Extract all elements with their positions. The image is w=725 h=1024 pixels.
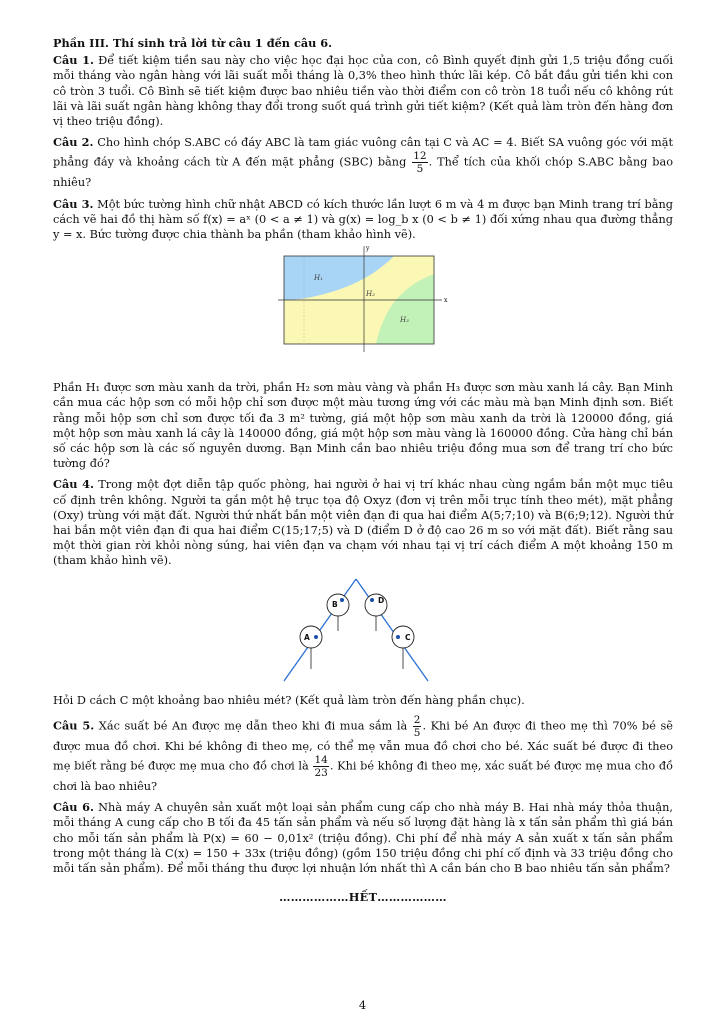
label-b: B	[332, 599, 338, 609]
question-4-text-a: Trong một đợt diễn tập quốc phòng, hai người ở hai vị trí khác nhau cùng ngắm bắn một mục tiêu cố định trên không. Người ta gắn một hệ trục tọa độ Oxyz (đơn vị trên mỗi trục tính theo mét), mặt phẳng (Oxy) trùng với mặt đất. Người thứ nhất bắn một viên đạn đi qua hai điểm A(5;7;10) và B(6;9;12). Người thứ hai bắn một viên đạn đi qua hai điểm C(15;17;5) và D (điểm D ở độ cao 26 m so với mặt đất). Biết rằng sau một thời gian rời khỏi nòng súng, hai viên đạn va chạm với nhau tại vị trí cách điểm A một khoảng 150 m (tham khảo hình vẽ).	[53, 478, 673, 568]
circle-b	[327, 594, 349, 616]
x-axis-label: x	[444, 297, 448, 305]
question-1-label: Câu 1.	[53, 53, 94, 68]
fraction-14-23	[313, 754, 328, 779]
frac-num: 14	[314, 754, 328, 767]
fraction-2-5	[413, 714, 422, 739]
question-4-label: Câu 4.	[53, 477, 94, 492]
frac-den: 5	[416, 163, 424, 176]
label-h3: H₃	[400, 316, 409, 325]
question-5-text-c: . Khi bé không đi theo mẹ, xác suất bé được mẹ mua cho đồ chơi là bao nhiêu?	[53, 759, 674, 794]
question-4	[53, 477, 673, 568]
question-6-text: Nhà máy A chuyên sản xuất một loại sản phẩm cung cấp cho nhà máy B. Hai nhà máy thỏa thuận, mỗi tháng A cung cấp cho B tối đa 45 tấn sản phẩm và nếu số lượng đặt hàng là x tấn sản phẩm thì giá bán cho mỗi tấn sản phẩm là P(x) = 60 − 0,01x² (triệu đồng). Chi phí để nhà máy A sản xuất x tấn sản phẩm trong một tháng là C(x) = 150 + 33x (triệu đồng) (gồm 150 triệu đồng chi phí cố định và 33 triệu đồng cho mỗi tấn sản phẩm). Để mỗi tháng thu được lợi nhuận lớn nhất thì A cần bán cho B bao nhiêu tấn sản phẩm?	[53, 801, 673, 876]
fraction-12-5	[412, 150, 427, 175]
question-5-text-b: . Khi bé An được đi theo mẹ thì 70% bé sẽ được mua đồ chơi. Khi bé không đi theo mẹ, có thể mẹ vẫn mua đồ chơi cho bé. Xác suất bé được đi theo mẹ biết rằng bé được mẹ mua cho đồ chơi là	[53, 719, 673, 773]
question-2	[53, 135, 673, 190]
question-3	[53, 197, 673, 243]
question-4-text-b: Hỏi D cách C một khoảng bao nhiêu mét? (Kết quả làm tròn đến hàng phần chục).	[53, 693, 525, 707]
frac-num: 2	[413, 713, 421, 726]
end-marker: ………………HẾT………………	[279, 890, 447, 905]
question-2-label: Câu 2.	[53, 135, 94, 150]
exam-page	[53, 36, 673, 906]
circle-c	[392, 626, 414, 648]
question-2-text-a: Cho hình chóp S.ABC có đáy ABC là tam giác vuông cân tại C và AC = 4. Biết SA vuông góc với mặt phẳng đáy và khoảng cách từ A đến mặt phẳng (SBC) bằng	[53, 136, 673, 169]
question-3-text-b: Phần H₁ được sơn màu xanh da trời, phần H₂ sơn màu vàng và phần H₃ được sơn màu xanh lá cây. Bạn Minh cần mua các hộp sơn có mỗi hộp chỉ sơn được một màu tương ứng với các màu mà bạn Minh định sơn. Biết rằng mỗi hộp sơn chỉ sơn được tối đa 3 m² tường, giá một hộp sơn màu xanh da trời là 120000 đồng, giá một hộp sơn màu xanh lá cây là 140000 đồng, giá một hộp sơn màu vàng là 160000 đồng. Cửa hàng chỉ bán số các hộp sơn là các số nguyên dương. Bạn Minh cần bao nhiêu triệu đồng mua sơn để trang trí cho bức tường đó?	[53, 381, 673, 471]
question-1	[53, 53, 673, 129]
question-6-label: Câu 6.	[53, 800, 94, 815]
bullet-trajectory-figure	[278, 571, 448, 689]
label-h2: H₂	[366, 290, 375, 299]
frac-den: 23	[314, 767, 328, 780]
trajectory-cd	[356, 579, 428, 681]
question-5-label: Câu 5.	[53, 718, 95, 733]
wall-graph-figure	[278, 244, 448, 376]
question-1-text: Để tiết kiệm tiền sau này cho việc học đại học của con, cô Bình quyết định gửi 1,5 triệu đồng cuối mỗi tháng vào ngân hàng với lãi suất mỗi tháng là 0,3% theo hình thức lãi kép. Cô bắt đầu gửi tiền khi con cô tròn 3 tuổi. Cô Bình sẽ tiết kiệm được bao nhiêu tiền vào thời điểm con cô tròn 18 tuổi nếu cô không rút lãi và lãi suất ngân hàng không thay đổi trong suốt quá trình gửi tiết kiệm? (Kết quả làm tròn đến hàng đơn vị theo triệu đồng).	[53, 54, 673, 129]
label-h1: H₁	[314, 274, 323, 283]
question-3-label: Câu 3.	[53, 196, 94, 211]
part-heading: Phần III. Thí sinh trả lời từ câu 1 đến câu 6.	[53, 36, 333, 50]
page-number: 4	[358, 998, 367, 1012]
frac-den: 5	[413, 726, 421, 739]
question-3-text-a: Một bức tường hình chữ nhật ABCD có kích thước lần lượt 6 m và 4 m được bạn Minh trang trí bằng cách vẽ hai đồ thị hàm số f(x) = aˣ (0 < a ≠ 1) và g(x) = log_b x (0 < b ≠ 1) đối xứng nhau qua đường thẳng y = x. Bức tường được chia thành ba phần (tham khảo hình vẽ).	[53, 197, 673, 242]
label-c: C	[405, 632, 411, 642]
question-6	[53, 800, 673, 876]
frac-num: 12	[413, 150, 427, 163]
question-5-text-a: Xác suất bé An được mẹ dẫn theo khi đi mua sắm là	[98, 719, 408, 733]
label-a: A	[304, 632, 310, 642]
question-2-text-b: . Thể tích của khối chóp S.ABC bằng bao nhiêu?	[53, 155, 674, 190]
question-5	[53, 714, 673, 794]
y-axis-label: y	[366, 245, 370, 253]
label-d: D	[378, 595, 385, 605]
